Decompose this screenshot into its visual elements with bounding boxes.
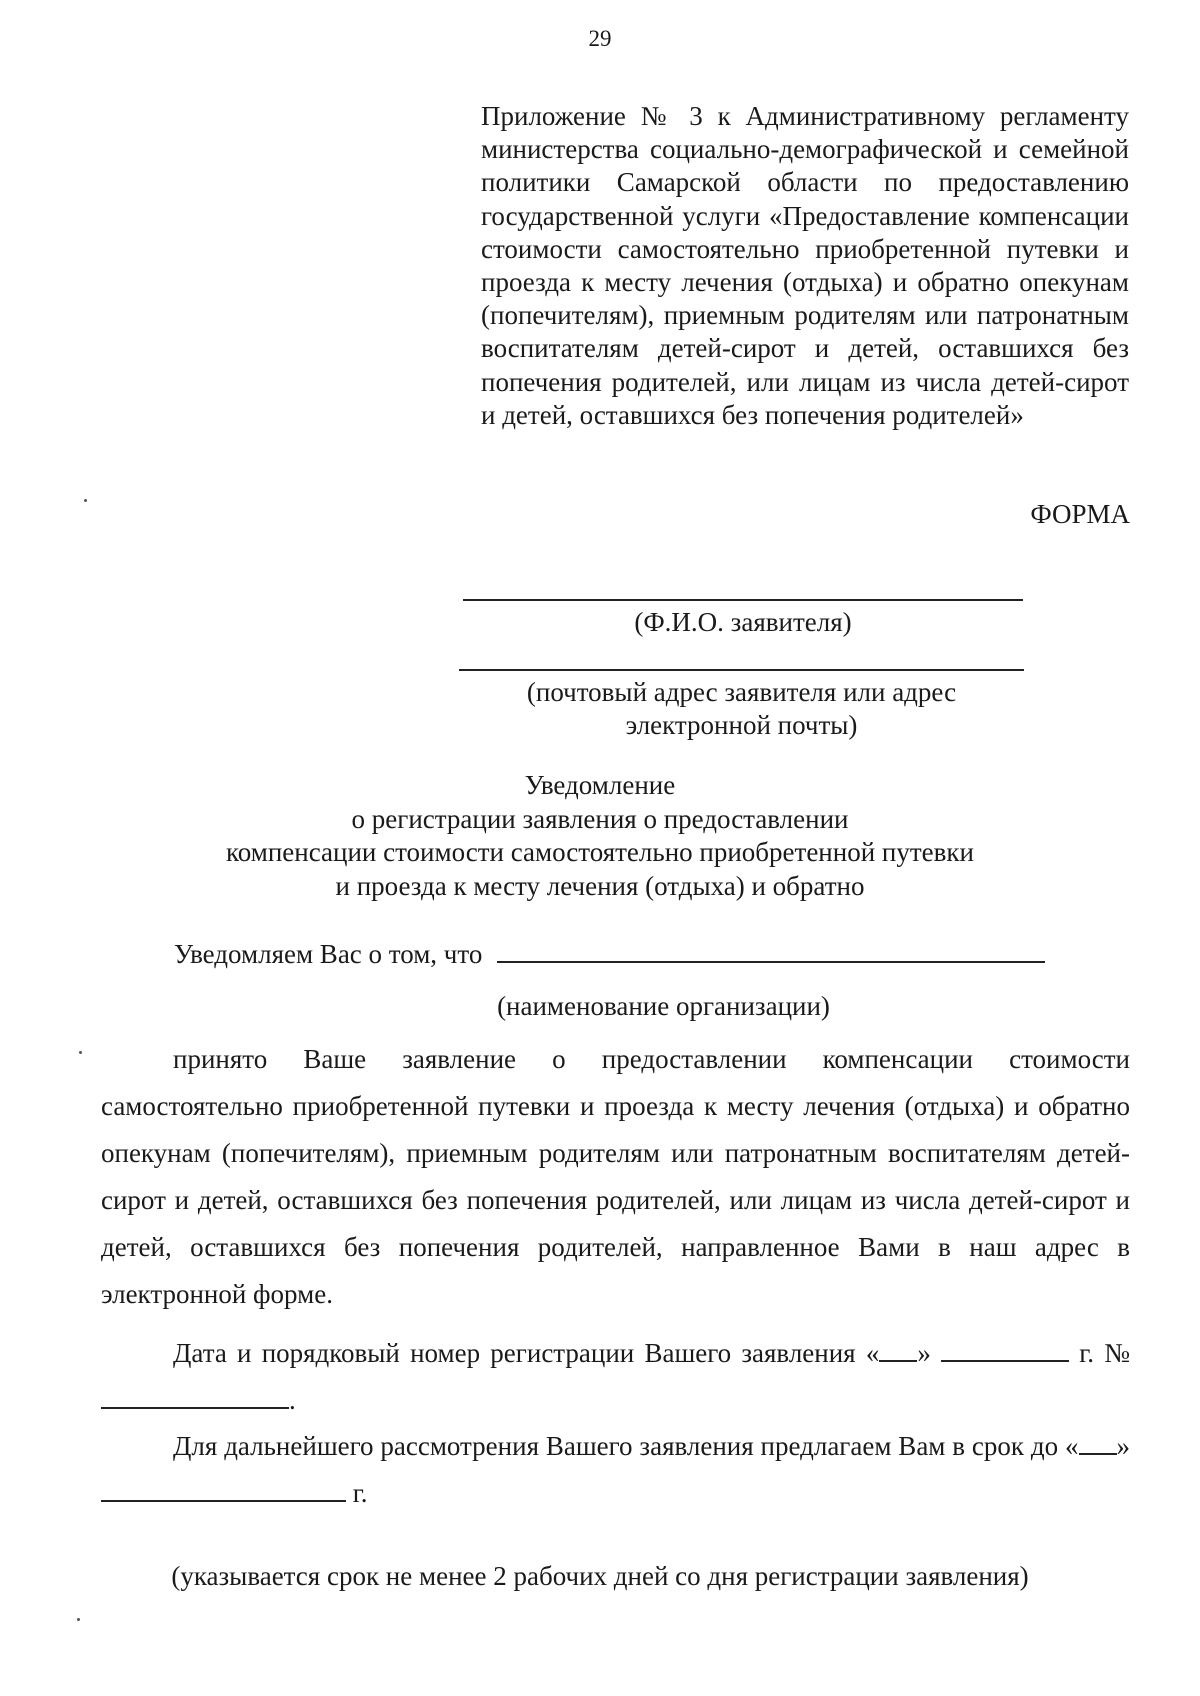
deadline-text: Для дальнейшего рассмотрения Вашего заявления предлагаем Вам в срок до [173, 1431, 1059, 1461]
deadline-paragraph [101, 1423, 1130, 1517]
title-line-3: компенсации стоимости самостоятельно приобретенной путевки [226, 837, 974, 867]
organization-blank [497, 937, 1045, 963]
registration-number-blank [101, 1383, 289, 1409]
notice-lead: Уведомляем Вас о том, что [174, 939, 483, 969]
registration-month-blank [941, 1336, 1069, 1362]
notice-title [170, 769, 1030, 903]
registration-year-suffix: г. [1079, 1338, 1095, 1368]
title-line-1: Уведомление [524, 770, 676, 800]
notice-lead-line [174, 937, 1074, 971]
deadline-year-suffix: г. [352, 1478, 368, 1508]
margin-dot [77, 1618, 80, 1621]
registration-number-sign: № [1104, 1338, 1131, 1368]
form-label: ФОРМА [1030, 499, 1130, 529]
applicant-address-line [459, 669, 1024, 671]
margin-dot [79, 1051, 82, 1054]
title-line-2: о регистрации заявления о предоставлении [351, 803, 849, 834]
applicant-name-line [463, 599, 1023, 601]
appendix-header: Приложение № 3 к Административному регламенту министерства социально-демографической и семейной политики Самарской области по предоставлению государственной услуги «Предоставление компенсации стоимости самостоятельно приобретенной путевки и проезда к месту лечения (отдыха) и обратно опекунам (попечителям), приемным родителям или патронатным воспитателям детей-сирот и детей, оставшихся без попечения родителей, или лицам из числа детей-сирот и детей, оставшихся без попечения родителей» [481, 101, 1129, 430]
registration-text: Дата и порядковый номер регистрации Вашего заявления [173, 1338, 856, 1368]
title-line-4: и проезда к месту лечения (отдыха) и обратно [335, 870, 865, 901]
deadline-day-blank [1079, 1429, 1117, 1455]
registration-paragraph [101, 1330, 1130, 1424]
page-number: 29 [588, 26, 612, 51]
registration-day-blank [879, 1336, 917, 1362]
deadline-open-quote: « [1065, 1431, 1079, 1461]
organization-caption: (наименование организации) [497, 991, 830, 1021]
margin-dot [84, 499, 87, 502]
registration-close-quote: » [917, 1338, 931, 1368]
address-caption-line-1: (почтовый адрес заявителя или адрес [526, 677, 957, 707]
deadline-note: (указывается срок не менее 2 рабочих дней со дня регистрации заявления) [171, 1561, 1029, 1591]
deadline-month-blank [101, 1476, 346, 1502]
registration-open-quote: « [865, 1338, 880, 1368]
address-caption-line-2: электронной почты) [625, 710, 858, 740]
notice-paragraph: принято Ваше заявление о предоставлении компенсации стоимости самостоятельно приобретенной путевки и проезда к месту лечения (отдыха) и обратно опекунам (попечителям), приемным родителям или патронатным воспитателям детей-сирот и детей, оставшихся без попечения родителей, или лицам из числа детей-сирот и детей, оставшихся без попечения родителей, направленное Вами в наш адрес в электронной форме. [101, 1044, 1130, 1309]
registration-end-period: . [289, 1385, 296, 1415]
applicant-name-caption: (Ф.И.О. заявителя) [634, 607, 852, 637]
applicant-address-caption [459, 676, 1024, 742]
deadline-close-quote: » [1116, 1431, 1131, 1461]
